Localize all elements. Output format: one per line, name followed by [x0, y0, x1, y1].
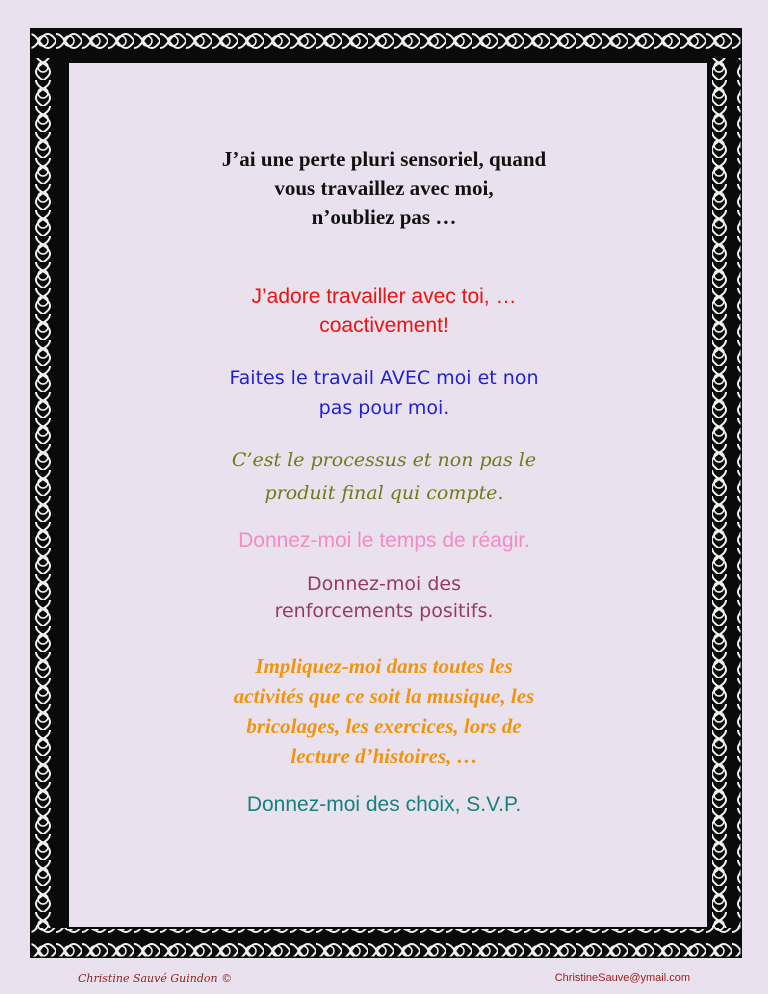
footer-email[interactable]: ChristineSauve@ymail.com [554, 972, 690, 984]
message-include-me-line-2: activités que ce soit la musique, les [233, 684, 535, 708]
page-title [150, 145, 618, 232]
title-line-2: vous travaillez avec moi, [274, 176, 494, 200]
message-time-to-react-line-1: Donnez-moi le temps de réagir. [238, 529, 530, 552]
title-line-3: n’oubliez pas … [311, 205, 457, 229]
title-line-1: J’ai une perte pluri sensoriel, quand [221, 147, 547, 171]
message-include-me-line-4: lecture d’histoires, … [290, 744, 478, 768]
message-coactive-line-1: J’adore travailler avec toi, … [251, 285, 517, 308]
message-choices-line-1: Donnez-moi des choix, S.V.P. [246, 793, 522, 816]
message-work-with-me [150, 363, 618, 423]
message-coactive-line-2: coactivement! [319, 314, 449, 337]
message-time-to-react [120, 527, 648, 555]
message-choices [150, 791, 618, 819]
footer-author: Christine Sauvé Guindon © [78, 972, 233, 985]
message-work-with-me-line-2: pas pour moi. [318, 397, 450, 419]
message-include-me-line-1: Impliquez-moi dans toutes les [255, 654, 513, 678]
message-coactive [150, 282, 618, 340]
message-positive-reinforcement-line-2: renforcements positifs. [274, 600, 494, 622]
message-include-me-line-3: bricolages, les exercices, lors de [246, 714, 522, 738]
message-process [150, 444, 618, 510]
message-process-line-2: produit final qui compte. [264, 482, 504, 504]
message-positive-reinforcement [150, 571, 618, 625]
message-work-with-me-line-1: Faites le travail AVEC moi et non [229, 367, 539, 389]
message-include-me [140, 651, 628, 771]
message-process-line-1: C’est le processus et non pas le [231, 449, 537, 471]
message-positive-reinforcement-line-1: Donnez-moi des [307, 573, 461, 595]
